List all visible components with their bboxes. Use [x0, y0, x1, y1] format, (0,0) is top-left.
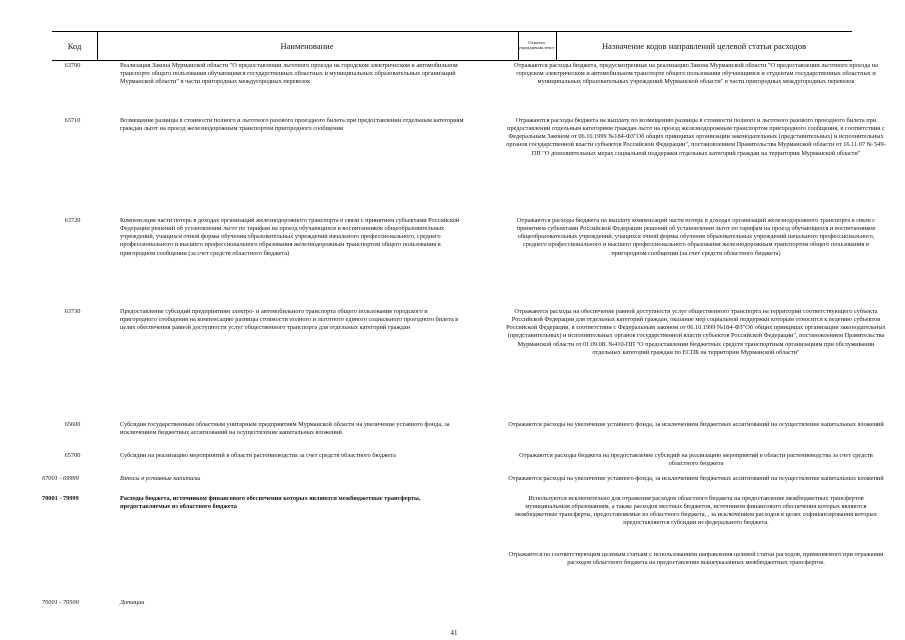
- row-purpose: Используются исключительно для отражения расходов областного бюджета на предоставление межбюджетных трансфертов муниципальным образованиям, а также расходов местных бюджетов, источником финансового обеспечения которых являются межбюджетные трансферты, предоставляемые из областного бюджета, , за исключением расходов в целях софинансирования которых предоставляются субсидии из федерального бюджета.: [515, 495, 877, 527]
- row-name: Дотации: [120, 599, 145, 606]
- row-code: 67001 - 69999: [42, 475, 79, 482]
- header-code: Код: [67, 40, 82, 51]
- row-code: 63730: [64, 308, 81, 315]
- row-purpose: Отражаются расходы на увеличение уставного фонда, за исключением бюджетных ассигнований на осуществление капитальных вложений: [508, 421, 884, 428]
- row-code: 63700: [64, 62, 81, 69]
- header-mark: Отметка упразднения текст: [518, 40, 555, 50]
- row-purpose: Отражаются расходы бюджета на выплату по возмещению разницы в стоимости полного и льготного разового проездного билета при предоставлении отдельным категориям граждан льгот на проезд железнодорожным транспортом пригородного сообщения, в соответствии с Федеральным Законом от 06.10.1999 №184-ФЗ"Об общих принципах организации законодательных (представительных) и исполнительных органов государственной власти субъектов Российской Федерации", постановлением Правительства Мурманской области от 16.11.07 № 549-ПП "О дополнительных мерах социальной поддержки отдельных категорий граждан на территории Мурманской области": [506, 117, 886, 157]
- page-number: 41: [450, 629, 458, 637]
- row-name: Взносы в уставные капиталы: [120, 475, 201, 482]
- row-name: Возмещение разницы в стоимости полного и льготного разового проездного билета при предоставлении отдельным категориям граждан льгот на проезд железнодорожным транспортом пригородного сообщения: [120, 117, 464, 133]
- header-purpose: Назначение кодов направлений целевой статьи расходов: [601, 40, 806, 51]
- row-name: Субсидия государственным областным унитарным предприятиям Мурманской области на увеличение уставного фонда, за исключением бюджетных ассигнований на осуществление капитальных вложений: [120, 421, 450, 437]
- row-code: 70001 - 79999: [42, 495, 79, 502]
- row-code: 63720: [64, 217, 81, 224]
- row-name: Субсидии на реализацию мероприятий в области растениеводства за счет средств областного бюджета: [120, 452, 396, 459]
- row-name: Компенсация части потерь в доходах организаций железнодорожного транспорта в связи с принятием субъектами Российской Федерации решений об установлении льгот по тарифам на проезд обучающихся и воспитанников общеобразовательных учреждений, учащихся очной формы обучения образовательных учреждений начального профессионального, среднего профессионального и высшего профессионального образования железнодорожным транспортом общего пользования в пригородном сообщении (за счет средств областного бюджета): [120, 217, 460, 257]
- row-purpose: Отражаются расходы бюджета, предусмотренные на реализацию Закона Мурманской области "О предоставлении льготного проезда на городском электрическом и автомобильном транспорте общего пользования обучающимся и студентам государственных областных и муниципальных образовательных учреждений Мурманской области" в части пригородных междугородных перевозок: [514, 62, 878, 86]
- table-header: [52, 31, 852, 61]
- header-name: Наименование: [280, 40, 334, 51]
- row-name: Реализация Закона Мурманской области "О предоставлении льготного проезда на городском электрическом и автомобильном транспорте общего пользования обучающимся государственных областных и муниципальных образовательных организаций Мурманской области" в части пригородных междугородных перевозок: [120, 62, 458, 86]
- row-purpose: Отражаются расходы бюджета на выплату компенсаций части потерь в доходах организаций железнодорожного транспорта в связи с принятием субъектами Российской Федерации решений об установлении льгот по тарифам на проезд обучающихся и воспитанников общеобразовательных учреждений, учащихся очной формы обучения образовательных учреждений начального профессионального, среднего профессионального и высшего профессионального образования железнодорожным транспортом общего пользования в пригородном сообщении (за счет средств областного бюджета): [516, 217, 876, 257]
- row-code: 63710: [64, 117, 81, 124]
- row-purpose: Отражаются расходы бюджета на предоставление субсидий на реализацию мероприятий в области растениеводства за счет средств областного бюджета: [519, 452, 873, 468]
- row-purpose-note: Отражаются по соответствующим целевым статьям с использованием направления целевой статьи расходов, применяемого при отражении расходов областного бюджета на предоставление вышеуказанных межбюджетных трансфертов.: [508, 551, 884, 567]
- row-code: 70001 - 70500: [42, 599, 79, 606]
- row-name: Предоставление субсидий предприятиям электро- и автомобильного транспорта общего пользования городского и пригородного сообщения на компенсацию разницы стоимости полного и льготного единого социального проездного билета в целях обеспечения равной доступности услуг общественного транспорта для отдельных категорий граждан: [120, 308, 459, 332]
- row-code: 65600: [64, 421, 81, 428]
- row-code: 65700: [64, 452, 81, 459]
- row-name: Расходы бюджета, источником финансового обеспечения которых являются межбюджетные трансферты, предоставляемые из областного бюджета: [120, 495, 421, 511]
- row-purpose: Отражаются расходы на увеличение уставного фонда, за исключением бюджетных ассигнований на осуществление капитальных вложений: [508, 475, 884, 482]
- row-purpose: Отражаются расходы на обеспечение равной доступности услуг общественного транспорта на территории соответствующего субъекта Российской Федерации для отдельных категорий граждан, оказание мер социальной поддержки которым относится к ведению субъектов Российской Федерации, в соответствии с Федеральным законом от 06.10.1999 №184-ФЗ"Об общих принципах организации законодательных (представительных) и исполнительных органов государственной власти субъектов Российской Федерации", постановлением Правительства Мурманской области от 01.09.08. №410-ПП "О предоставлении бюджетных средств транспортным организациям при обслуживании отдельных категорий граждан по ЕСПБ на территории Мурманской области": [506, 308, 886, 356]
